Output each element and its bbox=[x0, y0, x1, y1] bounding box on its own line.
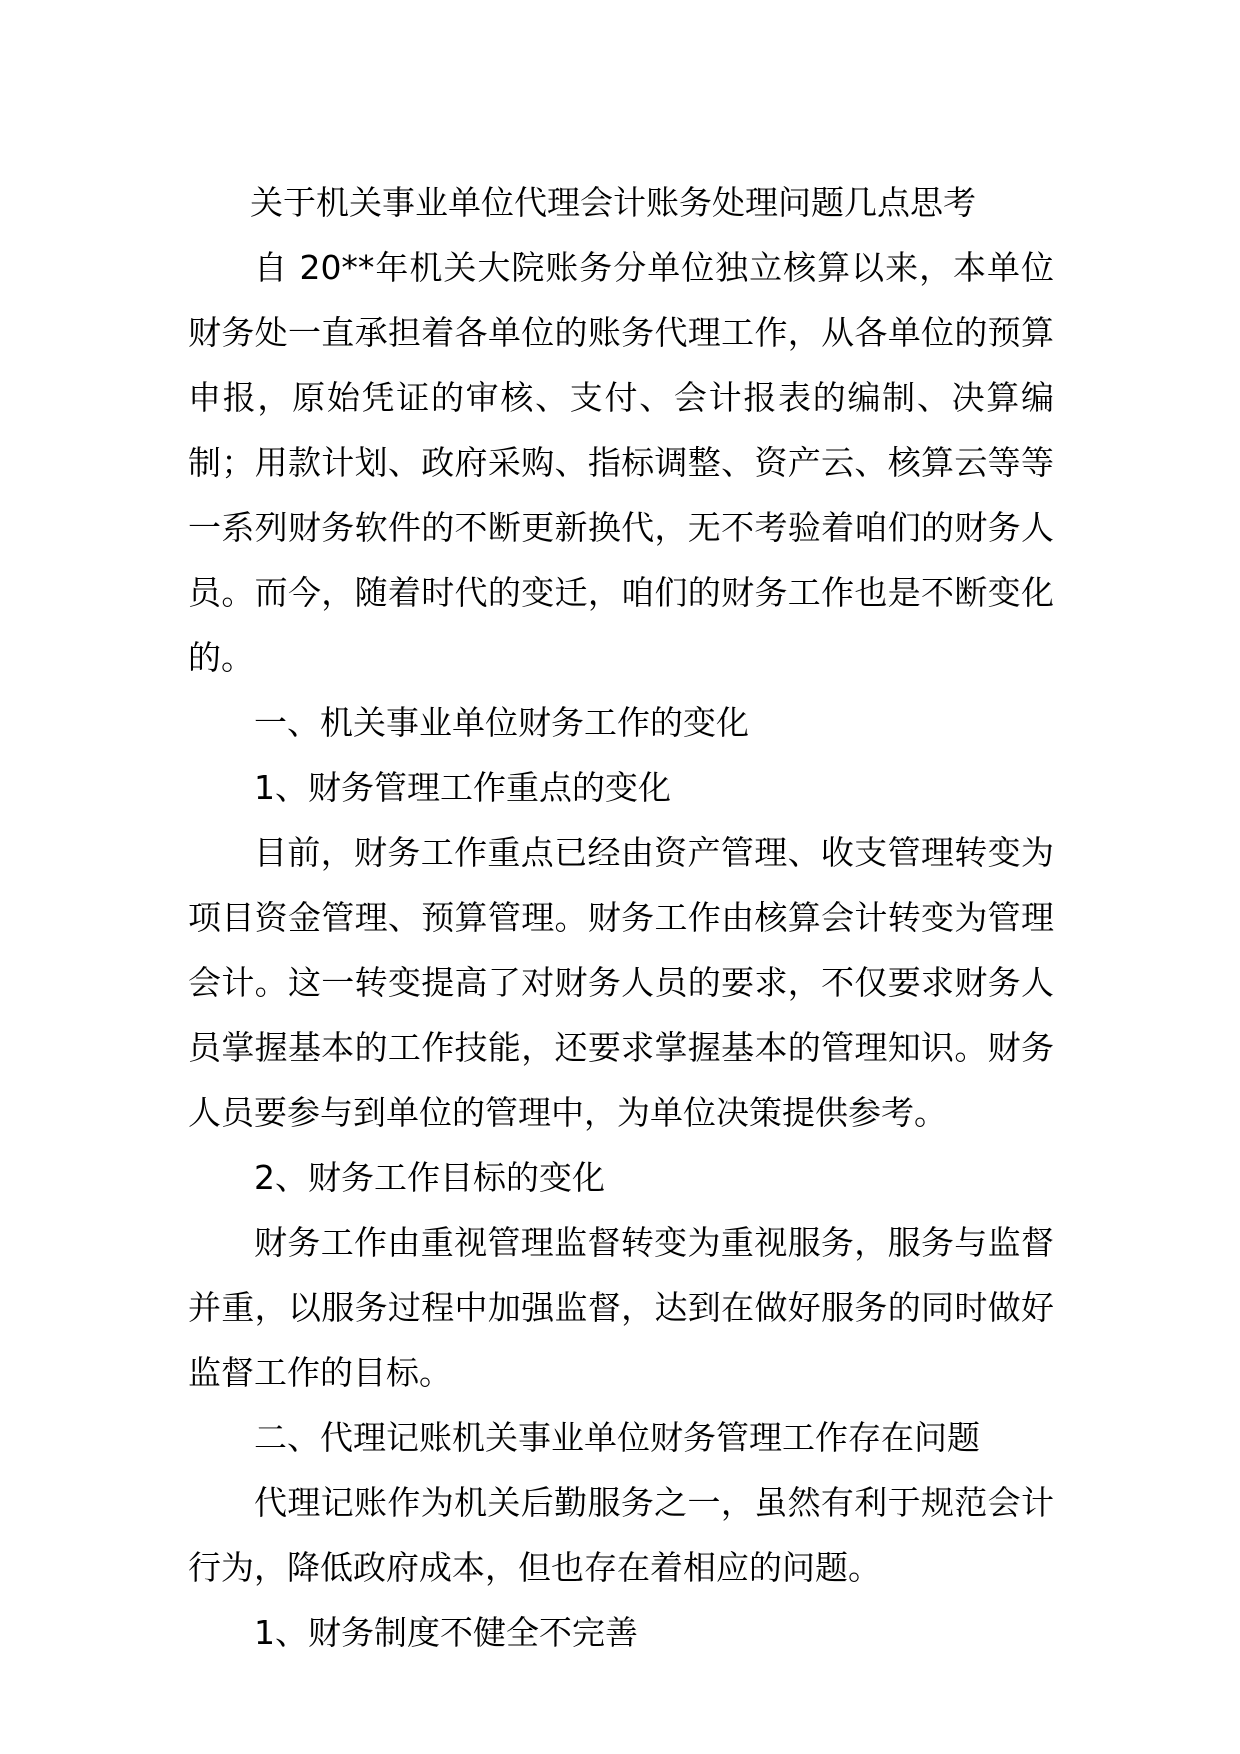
document-title: 关于机关事业单位代理会计账务处理问题几点思考 bbox=[250, 183, 976, 222]
subheading-1-2: 2、财务工作目标的变化 bbox=[254, 1158, 605, 1197]
document-body bbox=[188, 170, 1054, 1665]
section-heading-1: 一、机关事业单位财务工作的变化 bbox=[254, 703, 749, 742]
subheading-1-1: 1、财务管理工作重点的变化 bbox=[254, 768, 671, 807]
section-heading-2: 二、代理记账机关事业单位财务管理工作存在问题 bbox=[254, 1418, 980, 1457]
paragraph-1-1: 目前，财务工作重点已经由资产管理、收支管理转变为项目资金管理、预算管理。财务工作由核算会计转变为管理会计。这一转变提高了对财务人员的要求，不仅要求财务人员掌握基本的工作技能，还要求掌握基本的管理知识。财务人员要参与到单位的管理中，为单位决策提供参考。 bbox=[188, 833, 1054, 1132]
paragraph-1-2: 财务工作由重视管理监督转变为重视服务，服务与监督并重，以服务过程中加强监督，达到在做好服务的同时做好监督工作的目标。 bbox=[188, 1223, 1054, 1392]
paragraph-2: 代理记账作为机关后勤服务之一，虽然有利于规范会计行为，降低政府成本，但也存在着相应的问题。 bbox=[188, 1483, 1054, 1587]
paragraph-intro: 自 20**年机关大院账务分单位独立核算以来，本单位财务处一直承担着各单位的账务代理工作，从各单位的预算申报，原始凭证的审核、支付、会计报表的编制、决算编制；用款计划、政府采购、指标调整、资产云、核算云等等一系列财务软件的不断更新换代，无不考验着咱们的财务人员。而今，随着时代的变迁，咱们的财务工作也是不断变化的。 bbox=[188, 248, 1054, 677]
subheading-2-1: 1、财务制度不健全不完善 bbox=[254, 1613, 638, 1652]
